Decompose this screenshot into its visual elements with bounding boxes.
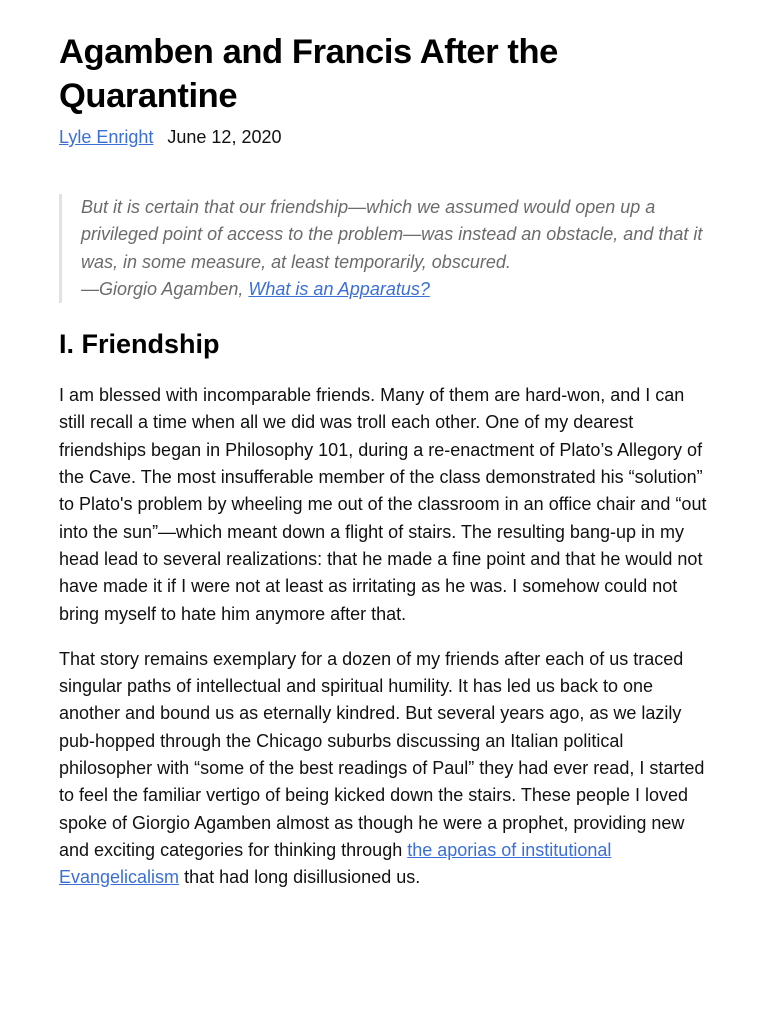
body-paragraph-1: I am blessed with incomparable friends. Many of them are hard-won, and I can still recall a time when all we did was troll each other. One of my dearest friendships began in Philosophy 101, during a re-enactment of Plato’s Allegory of the Cave. The most insufferable member of the class demonstrated his “solution” to Plato's problem by wheeling me out of the classroom in an office chair and “out into the sun”—which meant down a flight of stairs. The resulting bang-up in my head lead to several realizations: that he made a fine point and that he would not have made it if I were not at least as irritating as he was. I somehow could not bring myself to hate him anymore after that.	[59, 385, 707, 624]
section-heading: I. Friendship	[59, 329, 220, 360]
epigraph-attribution: —Giorgio Agamben,	[81, 278, 249, 299]
paragraph-2-text-start: That story remains exemplary for a dozen of my friends after each of us traced singular paths of intellectual and spiritual humility. It has led us back to one another and bound us as eternally kindred. But several years ago, as we lazily pub-hopped through the Chicago suburbs discussing an Italian political philosopher with “some of the best readings of Paul” they had ever read, I started to feel the familiar vertigo of being kicked down the stairs. These people I loved spoke of Giorgio Agamben almost as though he were a prophet, providing new and exciting categories for thinking through	[59, 648, 705, 860]
article-meta	[59, 124, 710, 150]
epigraph-text: But it is certain that our friendship—which we assumed would open up a privileged point of access to the problem—was instead an obstacle, and that it was, in some measure, at least temporarily, obscured.	[81, 197, 703, 272]
article-title: Agamben and Francis After the Quarantine	[59, 33, 558, 115]
evangelicalism-link[interactable]: the aporias of institutional Evangelicalism	[59, 839, 612, 888]
publish-date: June 12, 2020	[167, 127, 282, 147]
epigraph-source-link[interactable]: What is an Apparatus?	[248, 278, 430, 299]
body-paragraph-2	[59, 646, 710, 892]
epigraph-quote	[59, 194, 710, 303]
paragraph-2-text-end: that had long disillusioned us.	[179, 867, 421, 888]
author-link[interactable]: Lyle Enright	[59, 127, 154, 147]
